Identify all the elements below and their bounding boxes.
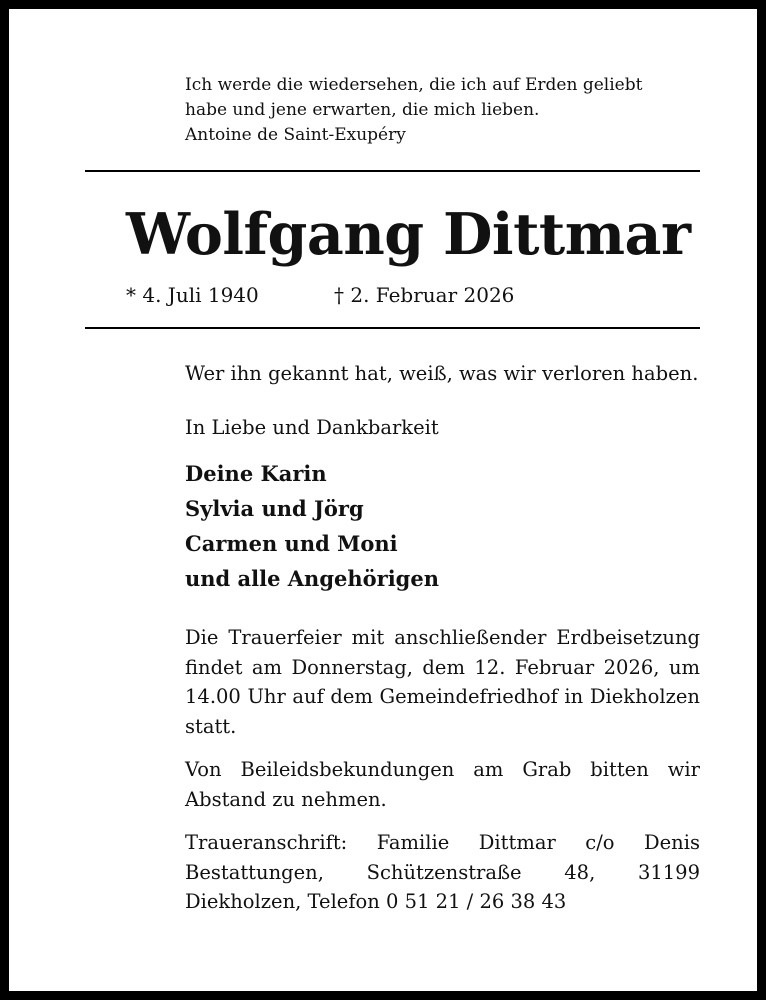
funeral-address: Traueranschrift: Familie Dittmar c/o Denis Bestattungen, Schützenstraße 48, 31199 Diekholzen, Telefon 0 51 21 / 26 38 43 (185, 831, 700, 913)
love-line: In Liebe und Dankbarkeit (185, 415, 439, 439)
family-member: Sylvia und Jörg (185, 496, 364, 521)
family-member: Deine Karin (185, 461, 327, 486)
ceremony-text: Die Trauerfeier mit anschließender Erdbeisetzung findet am Donnerstag, dem 12. Februar 2026, um 14.00 Uhr auf dem Gemeindefriedhof in Diekholzen statt. (185, 626, 700, 738)
quote-author: Antoine de Saint-Exupéry (185, 125, 406, 145)
quote-line-1: Ich werde die wiedersehen, die ich auf Erden geliebt (185, 75, 643, 95)
deceased-name: Wolfgang Dittmar (126, 201, 691, 268)
family-list (185, 456, 700, 596)
life-dates (126, 281, 726, 309)
top-divider (85, 170, 700, 172)
death-date: † 2. Februar 2026 (334, 283, 515, 307)
family-member: Carmen und Moni (185, 531, 398, 556)
obituary-body (185, 359, 700, 917)
birth-date: * 4. Juli 1940 (126, 283, 259, 307)
quote-line-2: habe und jene erwarten, die mich lieben. (185, 100, 540, 120)
bottom-divider (85, 327, 700, 329)
intro-text: Wer ihn gekannt hat, weiß, was wir verloren haben. (185, 362, 699, 385)
condolence-text: Von Beileidsbekundungen am Grab bitten wir Abstand zu nehmen. (185, 758, 700, 811)
family-member: und alle Angehörigen (185, 566, 439, 591)
memorial-quote (185, 73, 725, 148)
